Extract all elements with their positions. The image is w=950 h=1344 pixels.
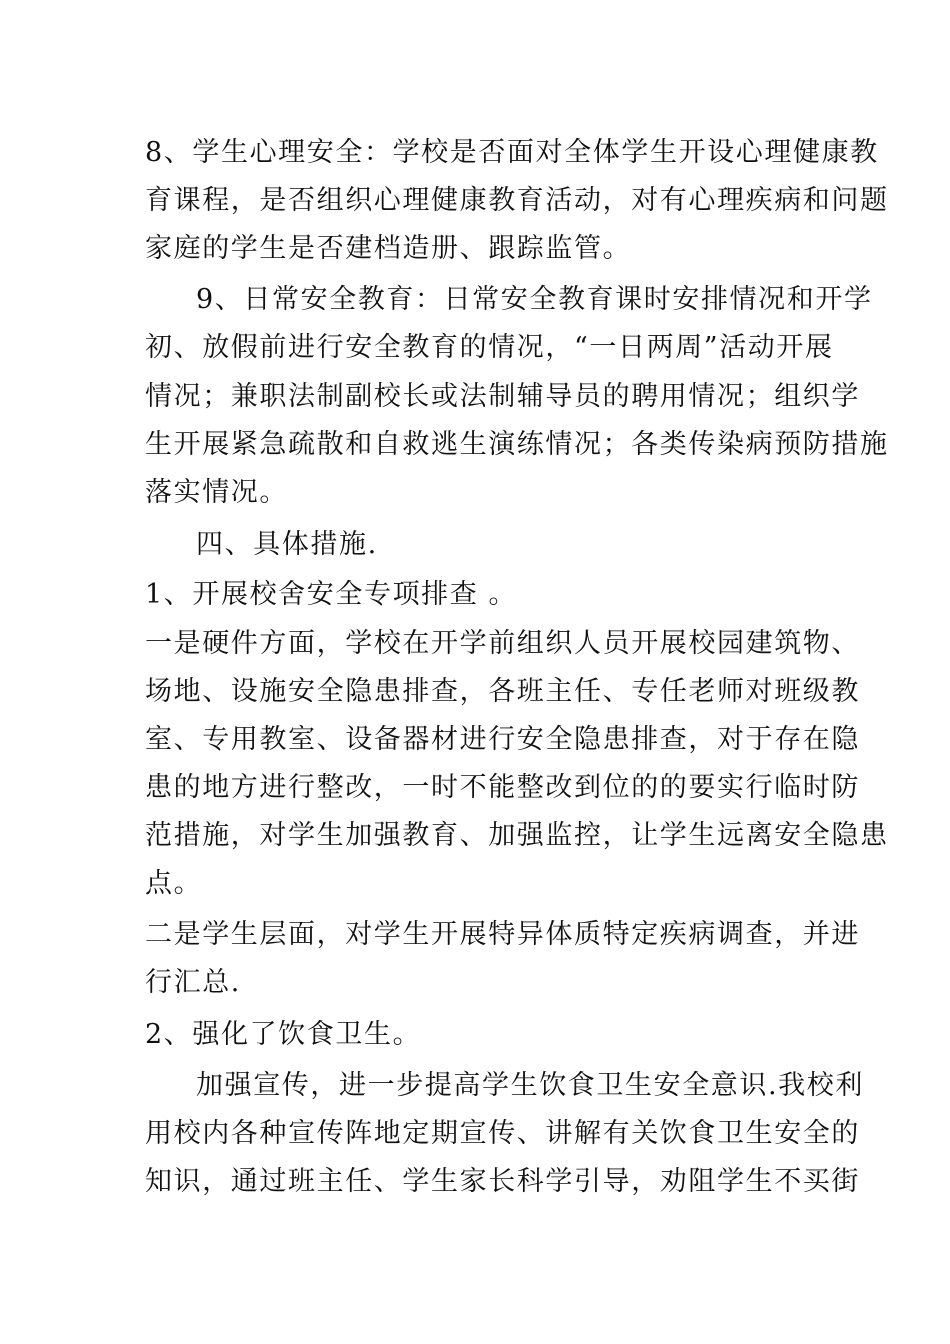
text-line-item-9-end: 落实情况。 — [145, 477, 288, 508]
text-line: 初、放假前进行安全教育的情况，“一日两周”活动开展 — [145, 332, 834, 363]
text-line-item-9-start: 9、日常安全教育：日常安全教育课时安排情况和开学 — [196, 284, 873, 315]
text-line: 情况；兼职法制副校长或法制辅导员的聘用情况；组织学 — [145, 381, 860, 412]
text-line-item-8-end: 家庭的学生是否建档造册、跟踪监管。 — [145, 233, 632, 264]
text-line: 室、专用教室、设备器材进行安全隐患排查，对于存在隐 — [145, 724, 860, 755]
text-line: 二是学生层面，对学生开展特异体质特定疾病调查，并进 — [145, 919, 860, 950]
text-line: 行汇总. — [145, 967, 241, 998]
text-line: 加强宣传，进一步提高学生饮食卫生安全意识.我校利 — [196, 1070, 864, 1101]
text-line: 患的地方进行整改，一时不能整改到位的的要实行临时防 — [145, 772, 860, 803]
text-line: 一是硬件方面，学校在开学前组织人员开展校园建筑物、 — [145, 628, 860, 659]
text-line: 点。 — [145, 868, 203, 899]
text-line: 知识，通过班主任、学生家长科学引导，劝阻学生不买街 — [145, 1166, 860, 1197]
text-line: 生开展紧急疏散和自救逃生演练情况；各类传染病预防措施 — [145, 429, 889, 460]
text-line: 范措施，对学生加强教育、加强监控，让学生远离安全隐患 — [145, 820, 889, 851]
subheading-food-hygiene: 2、强化了饮食卫生。 — [145, 1019, 422, 1050]
text-line: 用校内各种宣传阵地定期宣传、讲解有关饮食卫生安全的 — [145, 1118, 860, 1149]
text-line: 场地、设施安全隐患排查，各班主任、专任老师对班级教 — [145, 676, 860, 707]
text-line: 育课程，是否组织心理健康教育活动，对有心理疾病和问题 — [145, 185, 889, 216]
subheading-building-inspection: 1、开展校舍安全专项排查 。 — [145, 579, 518, 610]
section-heading-measures: 四、具体措施. — [196, 529, 378, 560]
text-line-item-8-start: 8、学生心理安全：学校是否面对全体学生开设心理健康教 — [145, 137, 879, 168]
